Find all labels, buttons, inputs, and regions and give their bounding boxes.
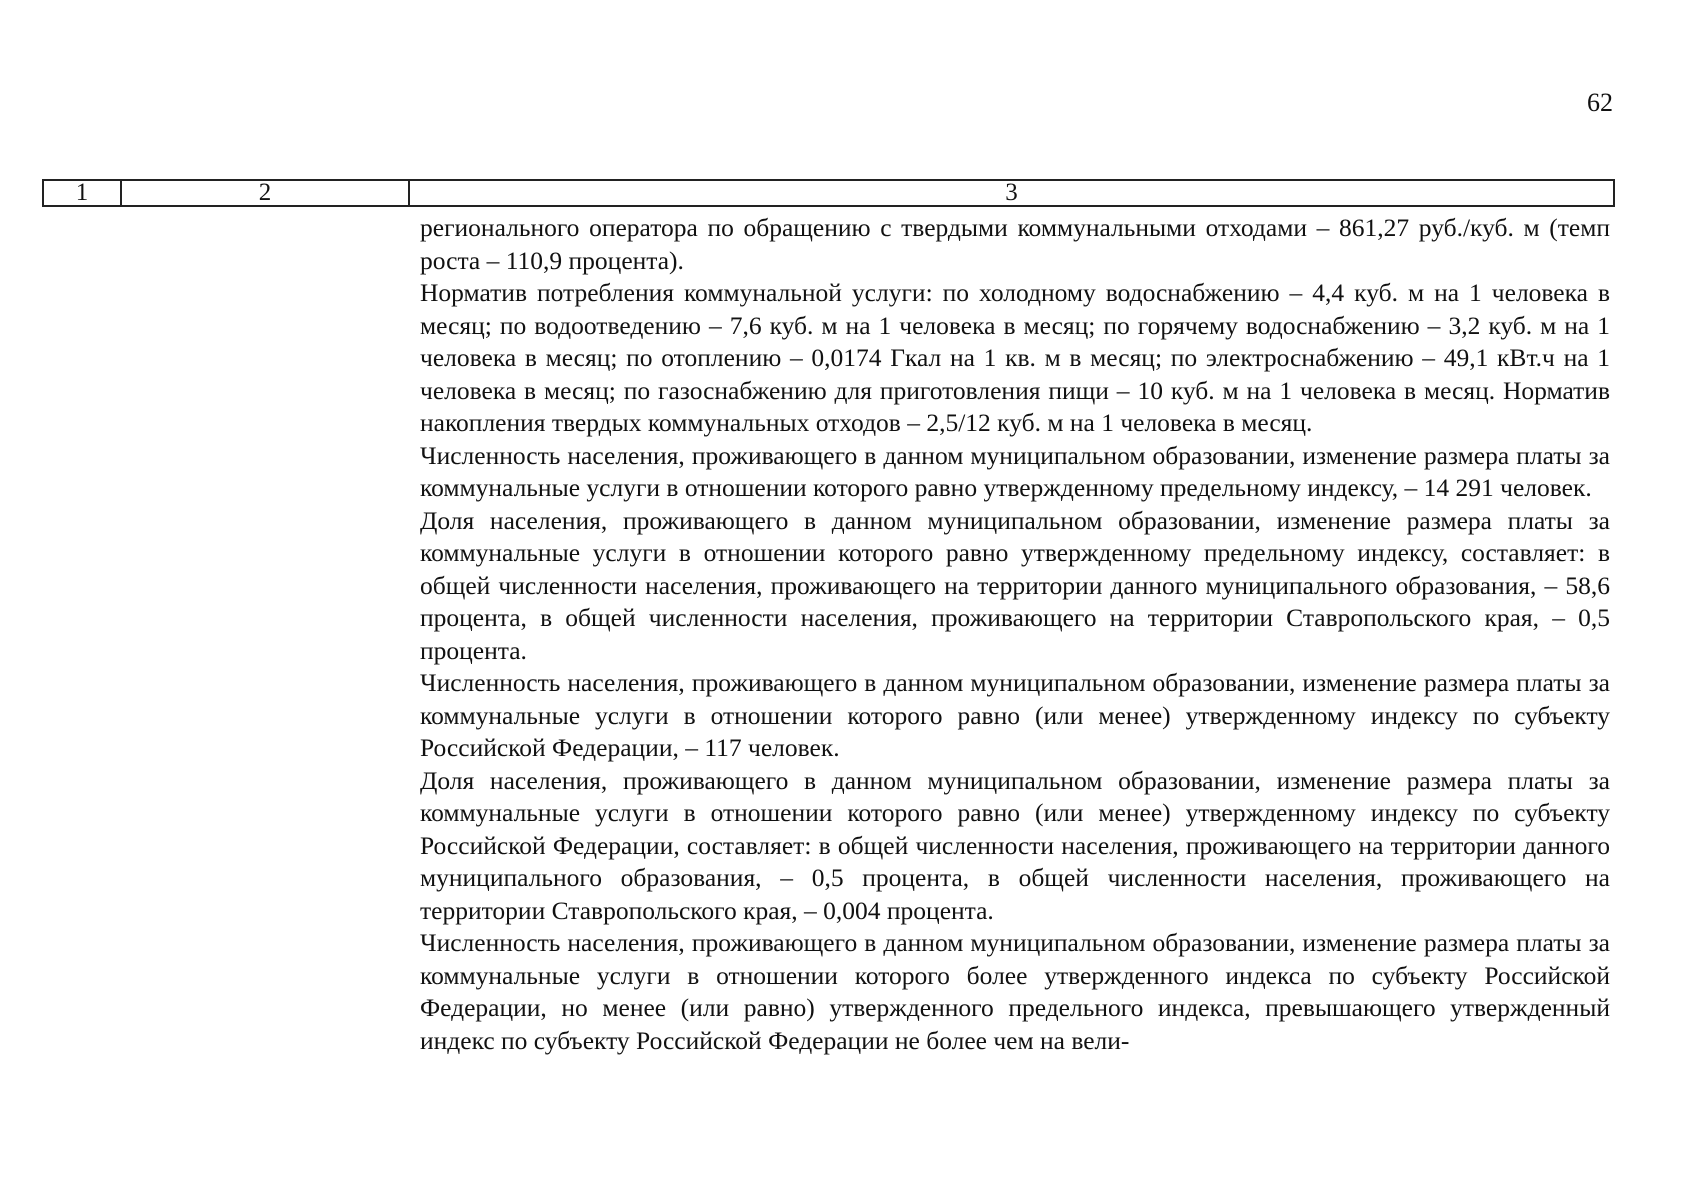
- column-3-header: 3: [409, 180, 1614, 206]
- paragraph-population-above-index: Численность населения, проживающего в данном муниципальном образовании, изменение размера платы за коммунальные услуги в отношении которого более утвержденного индекса по субъекту Российской Федерации, но менее (или равно) утвержденного предельного индекса, превышающего утвержденный индекс по субъекту Российской Федерации не более чем на вели-: [420, 928, 1610, 1055]
- paragraph-population-equal-or-less-index: Численность населения, проживающего в данном муниципальном образовании, изменение размера платы за коммунальные услуги в отношении которого равно (или менее) утвержденному индексу по субъекту Российской Федерации, – 117 человек.: [420, 668, 1610, 762]
- paragraph-operator-tariff: регионального оператора по обращению с твердыми коммунальными отходами – 861,27 руб./куб. м (темп роста – 110,9 процента).: [420, 213, 1610, 275]
- paragraph-share-equal-or-less-index: Доля населения, проживающего в данном муниципальном образовании, изменение размера платы за коммунальные услуги в отношении которого равно (или менее) утвержденному индексу по субъекту Российской Федерации, составляет: в общей численности населения, проживающего на территории данного муниципального образования, – 0,5 процента, в общей численности населения, проживающего на территории Ставропольского края, – 0,004 процента.: [420, 765, 1610, 925]
- paragraph-population-equal-limit-index: Численность населения, проживающего в данном муниципальном образовании, изменение размера платы за коммунальные услуги в отношении которого равно утвержденному предельному индексу, – 14 291 человек.: [420, 440, 1610, 502]
- paragraph-share-equal-limit-index: Доля населения, проживающего в данном муниципальном образовании, изменение размера платы за коммунальные услуги в отношении которого равно утвержденному предельному индексу, составляет: в общей численности населения, проживающего на территории данного муниципального образования, – 58,6 процента, в общей численности населения, проживающего на территории Ставропольского края, – 0,5 процента.: [420, 505, 1610, 665]
- column-header-table: [42, 179, 1615, 207]
- column-header-row: [43, 180, 1614, 206]
- page-number: 62: [1587, 88, 1613, 117]
- paragraph-consumption-norms: Норматив потребления коммунальной услуги: по холодному водоснабжению – 4,4 куб. м на 1 человека в месяц; по водоотведению – 7,6 куб. м на 1 человека в месяц; по горячему водоснабжению – 3,2 куб. м на 1 человека в месяц; по отоплению – 0,0174 Гкал на 1 кв. м в месяц; по электроснабжению – 49,1 кВт.ч на 1 человека в месяц; по газоснабжению для приготовления пищи – 10 куб. м на 1 человека в месяц. Норматив накопления твердых коммунальных отходов – 2,5/12 куб. м на 1 человека в месяц.: [420, 278, 1610, 437]
- column-3-content: [420, 212, 1610, 1057]
- column-2-header: 2: [121, 180, 409, 206]
- column-1-header: 1: [43, 180, 121, 206]
